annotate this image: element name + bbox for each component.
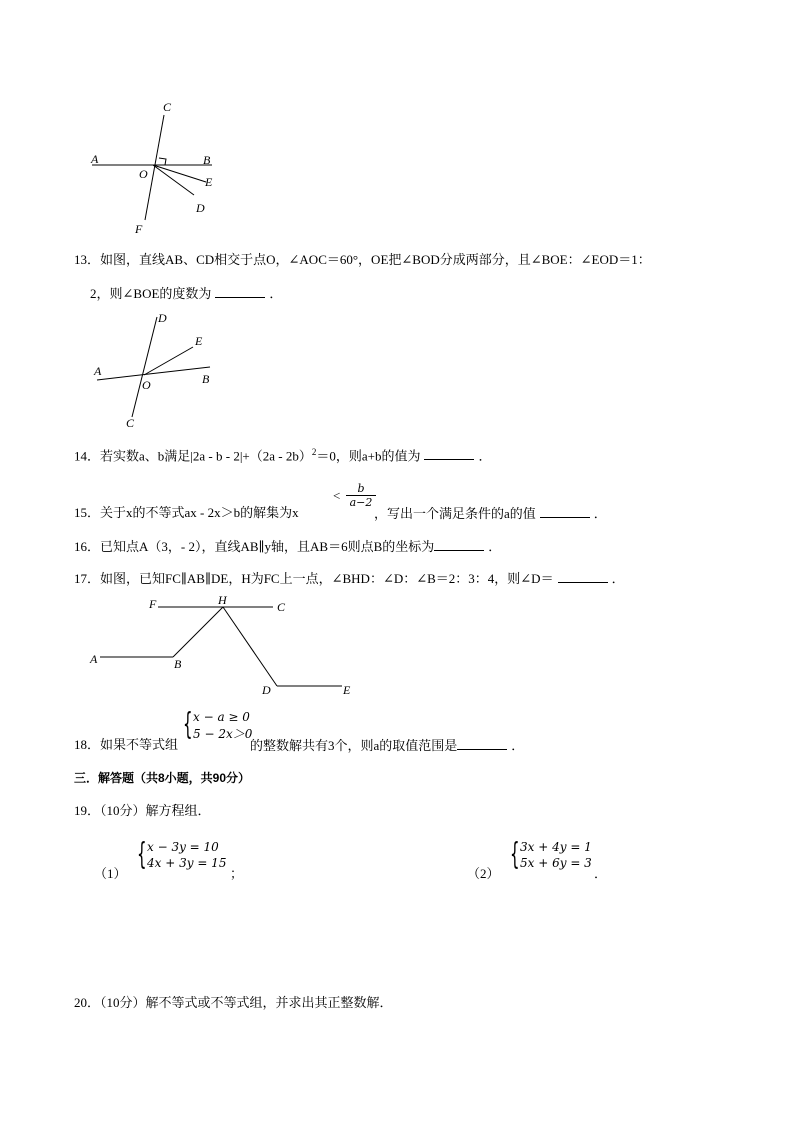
fig13-label-O: O [142,378,151,392]
question-20-number: 20． [74,995,101,1010]
fig17-label-C: C [277,600,286,614]
question-16 [74,538,501,555]
question-18-head [74,737,178,753]
fig17-label-B: B [174,657,182,671]
answer-blank[interactable] [424,447,474,460]
section-title: 三．解答题（共8小题，共90分） [74,771,251,785]
question-18-end: ． [511,738,525,753]
question-19-text: （10分）解方程组． [100,803,211,818]
inequality-1: x − a ≥ 0 [193,710,250,724]
figure-question-17 [85,592,365,702]
question-15-number: 15． [74,505,101,520]
question-19 [74,803,211,819]
fig13-label-E: E [195,334,203,348]
inequality-2: 5 − 2x＞0 [193,727,253,741]
figure-angles-top [80,95,230,240]
less-than-sign: < [333,488,341,503]
fig1-label-E: E [205,175,213,189]
left-brace-icon: { [137,837,147,872]
left-brace-icon: { [183,707,193,742]
part-1-label: （1） [94,866,127,881]
inequality-system-q18 [183,709,253,745]
answer-blank[interactable] [434,538,484,551]
question-18-number: 18． [74,737,101,752]
equation-system-1 [137,838,237,874]
question-18-text: 如果不等式组 [100,737,179,752]
fraction-numerator: b [346,482,376,496]
question-13-text2: 2，则∠BOE的度数为 [90,286,212,301]
answer-blank[interactable] [558,570,608,583]
fig13-label-C: C [126,416,135,430]
fig1-label-A: A [91,152,99,166]
answer-blank[interactable] [457,737,507,750]
fig13-label-A: A [94,364,102,378]
question-18-tail [250,737,524,754]
question-14-text: 若实数a、b满足|2a - b - 2|+（2a - 2b） [100,448,312,464]
question-15-text2: ，写出一个满足条件的a的值 [374,506,536,521]
fig1-label-B: B [203,153,211,167]
part-2-end: ． [594,866,608,881]
fig1-label-C: C [163,100,172,114]
question-13-number: 13． [74,252,101,267]
fig1-label-O: O [139,167,148,181]
question-15-end: ． [593,506,607,521]
question-14-text2: ＝0，则a+b的值为 [316,448,421,464]
equation-2b: 5x + 6y = 3 [520,856,592,870]
figure-question-13 [85,305,225,435]
equation-2a: 3x + 4y = 1 [520,840,592,854]
question-17-number: 17． [74,571,101,586]
question-20 [74,995,393,1011]
question-15-text: 关于x的不等式ax - 2x＞b的解集为x [100,505,299,520]
question-16-text: 已知点A（3，- 2），直线AB∥y轴，且AB＝6则点B的坐标为 [100,539,435,554]
fig17-label-H: H [218,593,227,607]
question-17 [74,570,625,587]
question-18-text2: 的整数解共有3个，则a的取值范围是 [250,738,458,753]
fig13-label-B: B [202,372,210,386]
left-brace-icon: { [510,837,520,872]
question-15 [74,505,299,521]
question-14-number: 14． [74,448,101,464]
fig17-label-A: A [90,652,98,666]
fig1-label-F: F [135,222,143,236]
question-13-line1 [74,252,651,268]
fig17-label-E: E [343,683,351,697]
question-17-text: 如图，已知FC∥AB∥DE，H为FC上一点，∠BHD：∠D：∠B＝2：3：4，则∠D＝ [100,571,554,586]
question-15-tail [374,505,607,522]
question-14-exponent: 2 [311,447,317,457]
fig1-label-D: D [196,201,205,215]
fraction-denominator: a−2 [349,496,373,509]
equation-1a: x − 3y = 10 [147,840,219,854]
fig13-label-D: D [158,311,167,325]
question-19-number: 19． [74,803,101,818]
question-13-end: ． [269,286,283,301]
question-14 [74,444,491,464]
part-2-label: （2） [467,866,500,881]
question-20-text: （10分）解不等式或不等式组，并求出其正整数解． [100,995,393,1010]
question-13-line2 [90,285,282,302]
fig17-label-D: D [262,683,271,697]
answer-blank[interactable] [540,505,590,518]
answer-blank[interactable] [215,285,265,298]
fig17-label-F: F [149,597,157,611]
question-17-end: ． [611,571,625,586]
question-16-end: ． [488,539,502,554]
question-16-number: 16． [74,539,101,554]
equation-1b: 4x + 3y = 15 [147,856,227,870]
question-14-end: ． [478,448,492,464]
part-1-end: ； [230,866,244,881]
question-13-text: 如图，直线AB、CD相交于点O，∠AOC＝60°，OE把∠BOD分成两部分，且∠BOE：∠EOD＝1： [100,252,651,267]
fraction-b-over-a-minus-2 [346,482,376,509]
